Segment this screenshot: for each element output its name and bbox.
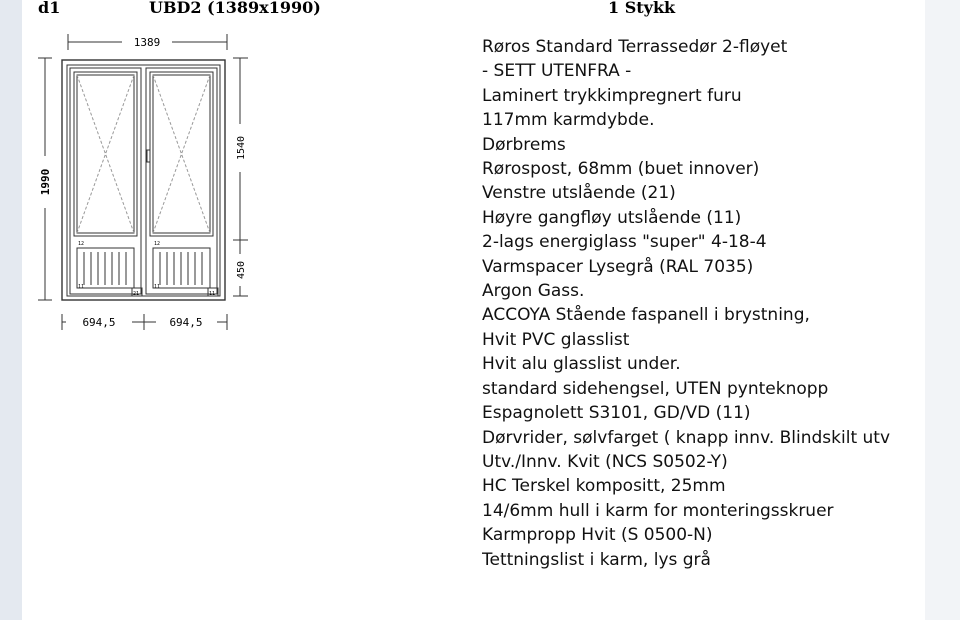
spec-line: Tettningslist i karm, lys grå	[482, 549, 711, 570]
spec-line: Høyre gangfløy utslående (11)	[482, 207, 742, 228]
left-leaf	[70, 68, 142, 296]
right-panel-code: 11	[154, 284, 161, 290]
left-sash-code: 12	[78, 241, 85, 247]
left-margin-strip	[0, 0, 22, 620]
spec-line: Røros Standard Terrassedør 2-fløyet	[482, 37, 788, 57]
spec-line: Hvit PVC glasslist	[482, 329, 630, 350]
model-code: UBD2 (1389x1990)	[149, 0, 321, 17]
left-panel-code: 11	[78, 284, 85, 290]
spec-line: Karmpropp Hvit (S 0500-N)	[482, 525, 713, 546]
spec-line: Laminert trykkimpregnert furu	[482, 85, 742, 106]
quantity-label: 1 Stykk	[608, 0, 676, 17]
spec-line: ACCOYA Stående faspanell i brystning,	[482, 305, 810, 326]
right-leaf-width-label: 694,5	[169, 316, 203, 329]
spec-line: 14/6mm hull i karm for monteringsskruer	[482, 500, 834, 521]
spec-line: Utv./Innv. Kvit (NCS S0502-Y)	[482, 451, 728, 472]
split-dimension-line	[233, 58, 248, 296]
right-margin-strip	[925, 0, 960, 620]
spec-line: Dørvrider, sølvfarget ( knapp innv. Blindskilt utv	[482, 427, 891, 448]
right-sill-code: 11	[209, 291, 216, 297]
spec-line: standard sidehengsel, UTEN pynteknopp	[482, 378, 829, 399]
left-sill-code: 21	[133, 291, 140, 297]
specification-list	[482, 35, 925, 572]
upper-height-label: 1540	[236, 135, 247, 161]
spec-line: Hvit alu glasslist under.	[482, 354, 681, 375]
right-sash-code: 12	[154, 241, 161, 247]
door-spec-sheet	[22, 0, 925, 620]
spec-line: - SETT UTENFRA -	[482, 61, 632, 82]
spec-line: 2-lags energiglass "super" 4-18-4	[482, 232, 767, 253]
spec-line: Espagnolett S3101, GD/VD (11)	[482, 403, 751, 424]
spec-line: Varmspacer Lysegrå (RAL 7035)	[482, 256, 754, 277]
spec-line: Dørbrems	[482, 134, 566, 155]
spec-line: 117mm karmdybde.	[482, 110, 655, 131]
lower-height-label: 450	[236, 260, 247, 280]
spec-line: Rørospost, 68mm (buet innover)	[482, 159, 760, 180]
door-frame	[62, 60, 225, 300]
left-leaf-width-label: 694,5	[82, 316, 116, 329]
door-handle-icon	[147, 150, 150, 162]
spec-line: HC Terskel kompositt, 25mm	[482, 476, 726, 497]
height-label: 1990	[39, 168, 52, 196]
position-id: d1	[38, 0, 61, 17]
spec-line: Venstre utslående (21)	[482, 183, 676, 204]
spec-line: Argon Gass.	[482, 281, 585, 302]
width-label: 1389	[133, 36, 161, 49]
door-drawing	[22, 0, 482, 340]
right-leaf	[146, 68, 218, 296]
